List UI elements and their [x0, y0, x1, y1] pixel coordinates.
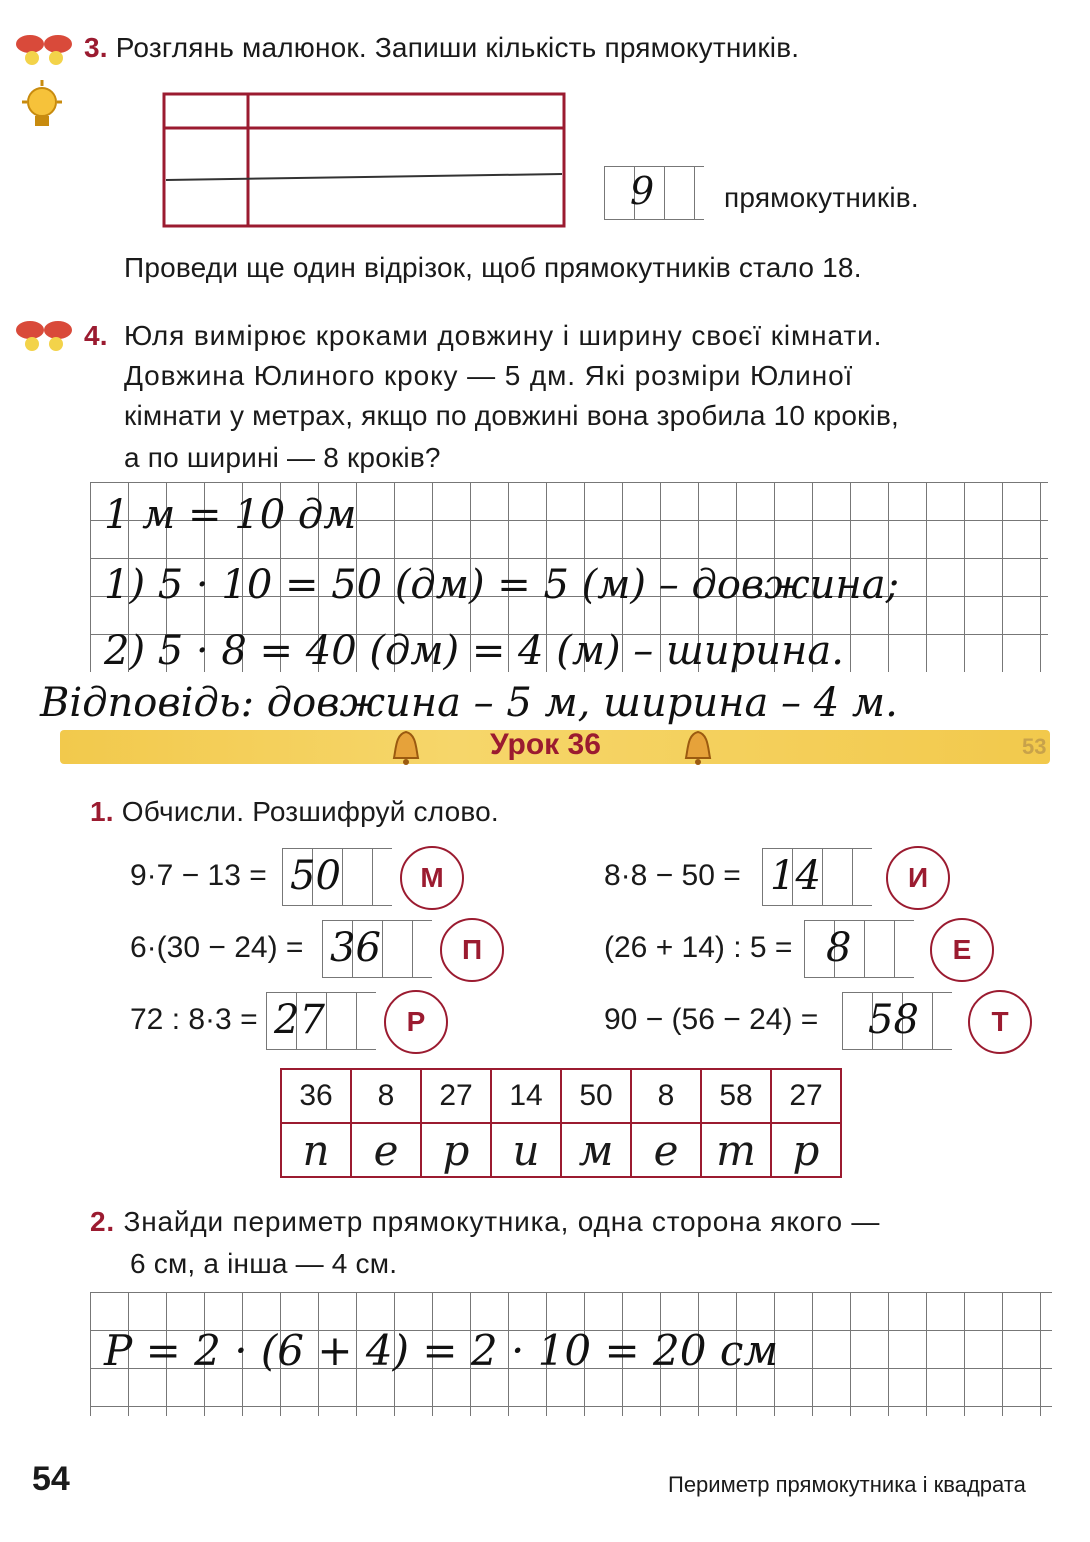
equation-6-letter: Т	[968, 990, 1032, 1054]
cipher-number: 36	[281, 1069, 351, 1123]
equation-6-expr: 90 − (56 − 24) =	[604, 1003, 819, 1036]
task3-icon-pair	[14, 30, 74, 70]
task4-solution-1: 1 м = 10 дм	[104, 492, 357, 538]
equation-6-answer: 58	[868, 997, 919, 1043]
task2-solution: Р = 2 · (6 + 4) = 2 · 10 = 20 см	[104, 1326, 779, 1375]
cipher-number: 27	[771, 1069, 841, 1123]
equation-5-letter: Р	[384, 990, 448, 1054]
equation-3-letter: П	[440, 918, 504, 982]
equation-1-expr: 9·7 − 13 =	[130, 859, 267, 892]
lesson-task2-line-1: 2. Знайди периметр прямокутника, одна сторона якого —	[90, 1206, 881, 1237]
equation-4-letter: Е	[930, 918, 994, 982]
page-topic: Периметр прямокутника і квадрата	[668, 1472, 1026, 1497]
task4-line-3: кімнати у метрах, якщо по довжині вона зробила 10 кроків,	[124, 400, 900, 431]
cipher-number: 50	[561, 1069, 631, 1123]
cipher-number: 8	[631, 1069, 701, 1123]
lesson-task1-heading	[90, 792, 499, 832]
task3-number: 3.	[84, 32, 108, 63]
equation-2-expr: 8·8 − 50 =	[604, 859, 741, 892]
cipher-letter: и	[491, 1123, 561, 1177]
task3-answer-box	[604, 166, 704, 220]
bell-icon-right	[682, 728, 714, 771]
equation-4-expr: (26 + 14) : 5 =	[604, 931, 793, 964]
equation-4-box	[804, 920, 914, 978]
cipher-numbers-row	[281, 1069, 841, 1123]
cipher-letters-row	[281, 1123, 841, 1177]
lesson-task2-number: 2.	[90, 1206, 115, 1237]
lesson-task1-text: Обчисли. Розшифруй слово.	[121, 796, 499, 827]
equation-2-answer: 14	[770, 853, 821, 899]
cipher-number: 27	[421, 1069, 491, 1123]
page-corner-number: 53	[1022, 734, 1047, 759]
lesson-title: Урок 36	[490, 728, 601, 761]
task4-line-2: Довжина Юлиного кроку — 5 дм. Які розміри Юлиної	[124, 360, 854, 391]
task4-number: 4.	[84, 320, 108, 351]
equation-6-box	[842, 992, 952, 1050]
equation-1-box	[282, 848, 392, 906]
cipher-letter: р	[771, 1123, 841, 1177]
task4-answer-line: Відповідь: довжина – 5 м, ширина – 4 м.	[40, 680, 898, 726]
equation-3-box	[322, 920, 432, 978]
equation-5-box	[266, 992, 376, 1050]
cipher-letter: п	[281, 1123, 351, 1177]
task4-solution-3: 2) 5 · 8 = 40 (дм) = 4 (м) – ширина.	[104, 628, 844, 674]
equation-2-box	[762, 848, 872, 906]
equation-1-answer: 50	[290, 853, 341, 899]
equation-3-answer: 36	[330, 925, 381, 971]
cipher-letter: е	[351, 1123, 421, 1177]
cipher-number: 14	[491, 1069, 561, 1123]
equation-2-letter: И	[886, 846, 950, 910]
lesson-task2-line-2: 6 см, а інша — 4 см.	[130, 1248, 398, 1279]
task4-icon-pair	[14, 316, 74, 356]
equation-5-expr: 72 : 8·3 =	[130, 1003, 258, 1036]
task3-answer-suffix: прямокутників.	[724, 182, 919, 213]
bell-icon-left	[390, 728, 422, 771]
equation-4-answer: 8	[826, 925, 852, 971]
cipher-table	[280, 1068, 842, 1178]
task4-line-1: Юля вимірює кроками довжину і ширину своєї кімнати.	[124, 320, 883, 351]
task3-text: Розглянь малюнок. Запиши кількість прямокутників.	[115, 32, 800, 63]
cipher-letter: т	[701, 1123, 771, 1177]
cipher-letter: е	[631, 1123, 701, 1177]
equation-1-letter: М	[400, 846, 464, 910]
equation-3-expr: 6·(30 − 24) =	[130, 931, 304, 964]
lesson-task1-number: 1.	[90, 796, 114, 827]
cipher-letter: р	[421, 1123, 491, 1177]
task3-answer: 9	[630, 169, 655, 213]
rectangle-figure	[162, 92, 566, 228]
task3-followup: Проведи ще один відрізок, щоб прямокутників стало 18.	[124, 252, 862, 283]
task4-solution-2: 1) 5 · 10 = 50 (дм) = 5 (м) – довжина;	[104, 562, 900, 608]
task4-line-4: а по ширині — 8 кроків?	[124, 442, 441, 473]
task3-heading	[84, 28, 799, 68]
cipher-letter: м	[561, 1123, 631, 1177]
equation-5-answer: 27	[274, 997, 325, 1043]
cipher-number: 8	[351, 1069, 421, 1123]
page-number: 54	[32, 1460, 70, 1498]
cipher-number: 58	[701, 1069, 771, 1123]
lightbulb-icon	[20, 78, 64, 138]
